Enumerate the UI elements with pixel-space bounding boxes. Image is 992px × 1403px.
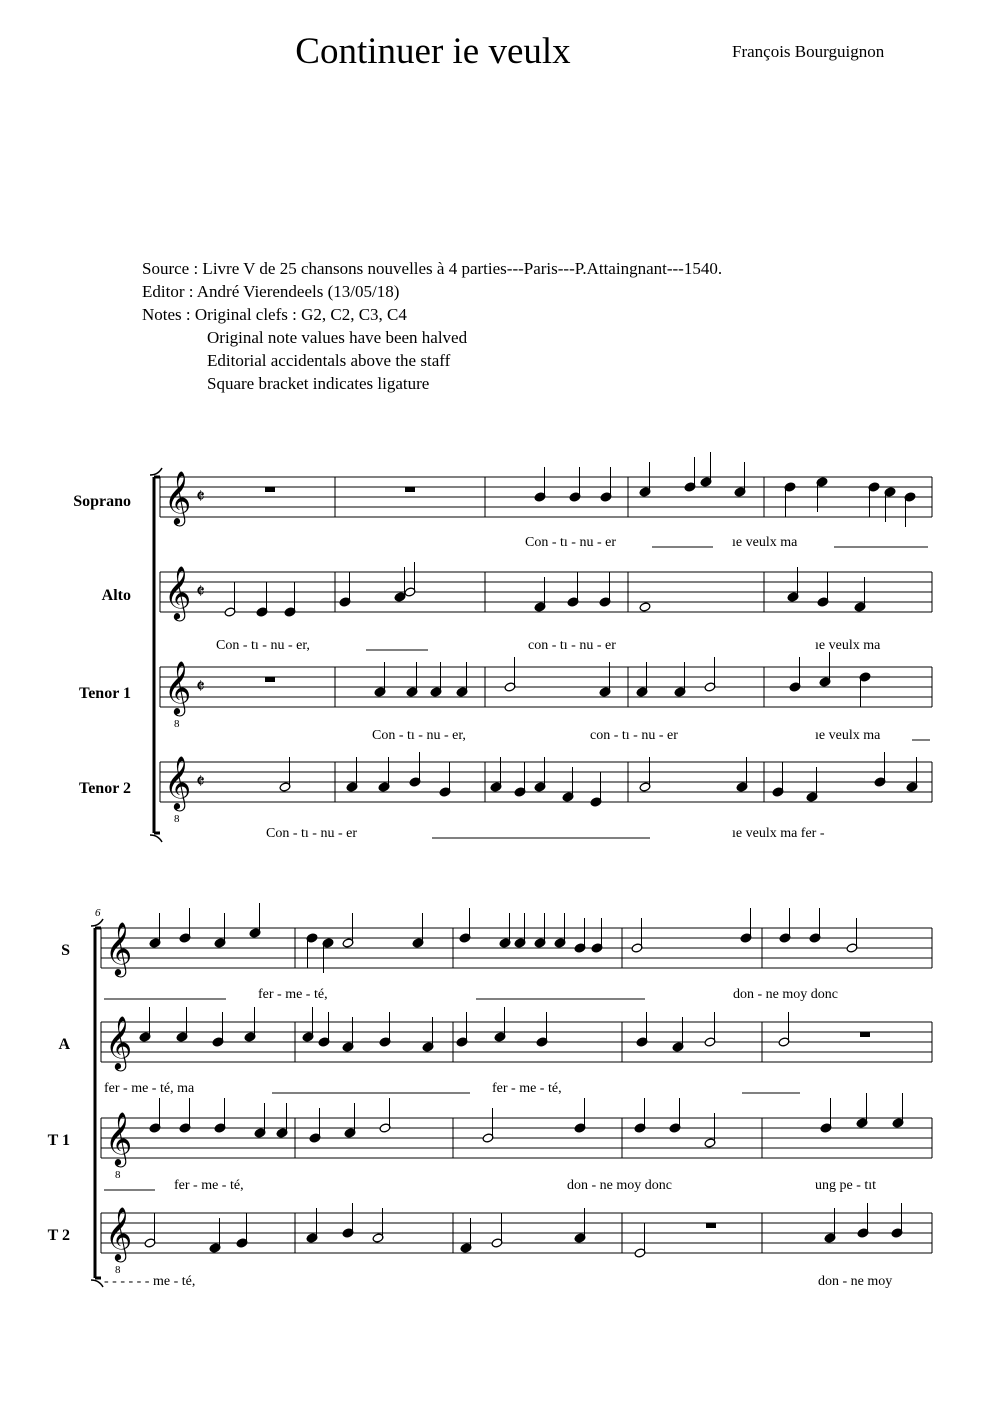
whole-rest bbox=[405, 487, 415, 492]
editor-line: Editor : André Vierendeels (13/05/18) bbox=[142, 282, 400, 301]
voice-label-tenor2: Tenor 2 bbox=[78, 780, 131, 797]
whole-rest bbox=[860, 1032, 870, 1037]
lyric-s1-alto-3: ıe veulx ma bbox=[815, 638, 881, 653]
lyric-s2-tenor1-3: ung pe - tıt bbox=[815, 1178, 877, 1193]
voice-label-tenor1: Tenor 1 bbox=[78, 685, 131, 702]
treble-clef: 𝄞 bbox=[164, 660, 192, 714]
lyric-s2-tenor2-1: - - - - - - me - té, bbox=[104, 1274, 196, 1289]
system-bracket-hook-top bbox=[91, 919, 103, 926]
system-bracket-hook-bottom bbox=[150, 835, 162, 842]
voice-label-t2: T 2 bbox=[47, 1227, 70, 1244]
time-signature: 𝄵 bbox=[196, 484, 205, 508]
treble-clef: 𝄞 bbox=[164, 755, 192, 809]
system-bracket-hook-bottom bbox=[91, 1280, 103, 1287]
system-1 bbox=[73, 452, 932, 842]
treble-clef: 𝄞 bbox=[105, 1206, 133, 1260]
notes-line: Notes : Original clefs : G2, C2, C3, C4 bbox=[142, 305, 407, 324]
accidentals-line: Editorial accidentals above the staff bbox=[207, 351, 451, 370]
lyric-s1-soprano-2: ıe veulx ma bbox=[732, 535, 798, 550]
lyric-s1-soprano-1: Con - tı - nu - er bbox=[525, 535, 616, 550]
octave-marker: 8 bbox=[115, 1264, 121, 1276]
whole-rest bbox=[265, 487, 275, 492]
octave-marker: 8 bbox=[115, 1169, 121, 1181]
lyric-s1-tenor1-3: ıe veulx ma bbox=[815, 728, 881, 743]
page-title: Continuer ie veulx bbox=[295, 31, 571, 72]
octave-marker: 8 bbox=[174, 813, 180, 825]
time-signature: 𝄵 bbox=[196, 674, 205, 698]
composer-name: François Bourguignon bbox=[732, 42, 885, 61]
whole-rest bbox=[706, 1223, 716, 1228]
voice-label-alto: Alto bbox=[101, 587, 131, 604]
lyric-s2-soprano-2: don - ne moy donc bbox=[733, 987, 838, 1002]
lyric-s2-tenor1-2: don - ne moy donc bbox=[567, 1178, 672, 1193]
lyric-s2-soprano-1: fer - me - té, bbox=[258, 987, 328, 1002]
ligature-line: Square bracket indicates ligature bbox=[207, 374, 430, 393]
treble-clef: 𝄞 bbox=[105, 1015, 133, 1069]
treble-clef: 𝄞 bbox=[105, 921, 133, 975]
time-signature: 𝄵 bbox=[196, 769, 205, 793]
system-bracket bbox=[95, 928, 101, 1278]
lyric-s1-alto-2: con - tı - nu - er bbox=[528, 638, 616, 653]
lyric-s1-tenor2-2: ıe veulx ma fer - bbox=[732, 826, 825, 841]
note-head bbox=[639, 602, 651, 612]
note-values-line: Original note values have been halved bbox=[207, 328, 468, 347]
system-bracket bbox=[154, 477, 160, 833]
lyric-s2-tenor2-2: don - ne moy bbox=[818, 1274, 893, 1289]
voice-label-s: S bbox=[61, 942, 70, 959]
octave-marker: 8 bbox=[174, 718, 180, 730]
system-bracket-hook-top bbox=[150, 468, 162, 475]
lyric-s2-alto-2: fer - me - té, bbox=[492, 1081, 562, 1096]
system-2 bbox=[48, 903, 932, 1289]
treble-clef: 𝄞 bbox=[105, 1111, 133, 1165]
source-line: Source : Livre V de 25 chansons nouvelles à 4 parties---Paris---P.Attaingnant---1540. bbox=[142, 259, 723, 278]
whole-rest bbox=[265, 677, 275, 682]
voice-label-soprano: Soprano bbox=[73, 493, 131, 510]
lyric-s1-tenor1-1: Con - tı - nu - er, bbox=[372, 728, 466, 743]
time-signature: 𝄵 bbox=[196, 579, 205, 603]
treble-clef: 𝄞 bbox=[164, 565, 192, 619]
lyric-s2-tenor1-1: fer - me - té, bbox=[174, 1178, 244, 1193]
voice-label-a: A bbox=[58, 1036, 70, 1053]
lyric-s1-tenor2-1: Con - tı - nu - er bbox=[266, 826, 357, 841]
voice-label-t1: T 1 bbox=[47, 1132, 70, 1149]
measure-number: 6 bbox=[95, 907, 101, 919]
lyric-s2-alto-1: fer - me - té, ma bbox=[104, 1081, 195, 1096]
lyric-s1-alto-1: Con - tı - nu - er, bbox=[216, 638, 310, 653]
treble-clef: 𝄞 bbox=[164, 470, 192, 524]
lyric-s1-tenor1-2: con - tı - nu - er bbox=[590, 728, 678, 743]
